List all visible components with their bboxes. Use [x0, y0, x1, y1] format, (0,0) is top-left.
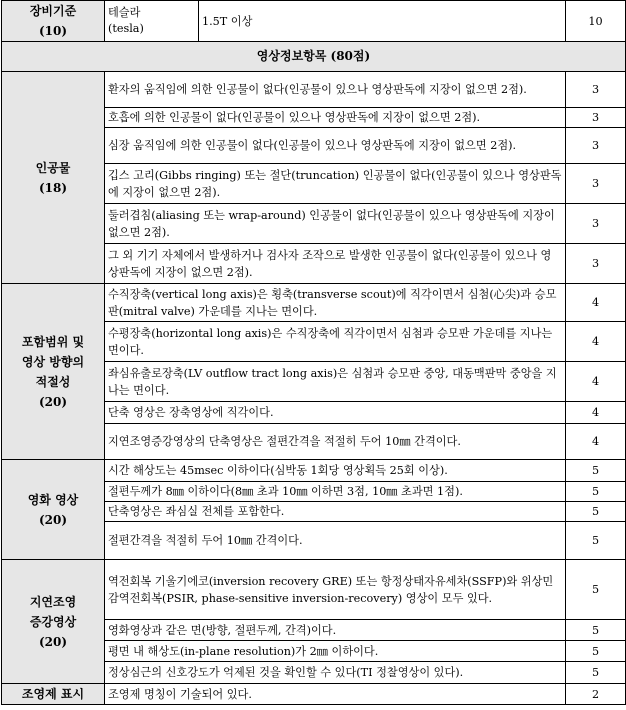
criterion-text: 시간 해상도는 45msec 이하이다(심박동 1회당 영상획득 25회 이상). [105, 460, 566, 482]
group-label-artifact: 인공물 (18) [2, 72, 105, 284]
criterion-text: 정상심근의 신호강도가 억제된 것을 확인할 수 있다(TI 정찰영상이 있다). [105, 662, 566, 684]
criterion-score: 4 [566, 424, 626, 460]
section-header-row [2, 42, 626, 72]
criterion-score: 5 [566, 460, 626, 482]
criterion-text: 그 외 기기 자체에서 발생하거나 검사자 조작으로 발생한 인공물이 없다(인공물이 있으나 영상판독에 지장이 없으면 2점). [105, 244, 566, 284]
table-row [2, 72, 626, 108]
criterion-text: 단축 영상은 장축영상에 직각이다. [105, 402, 566, 424]
criterion-text: 수평장축(horizontal long axis)은 수직장축에 직각이면서 심첨과 승모판 가운데를 지나는 면이다. [105, 322, 566, 362]
criterion-text: 역전회복 기울기에코(inversion recovery GRE) 또는 항정상태자유세차(SSFP)와 위상민감역전회복(PSIR, phase-sensitive inversion-recovery) 영상이 모두 있다. [105, 560, 566, 620]
criterion-score: 3 [566, 108, 626, 128]
criterion-score: 4 [566, 362, 626, 402]
section-title: 영상정보항목 (80점) [2, 42, 626, 72]
evaluation-table [1, 0, 626, 705]
criterion-score: 2 [566, 684, 626, 705]
group-label-contrast: 조영제 표시 [2, 684, 105, 705]
criterion-score: 3 [566, 128, 626, 164]
group-label-cine: 영화 영상 (20) [2, 460, 105, 560]
table-row [2, 284, 626, 322]
criterion-text: 영화영상과 같은 면(방향, 절편두께, 간격)이다. [105, 620, 566, 641]
criterion-score: 3 [566, 244, 626, 284]
criterion-text: 호흡에 의한 인공물이 없다(인공물이 있으나 영상판독에 지장이 없으면 2점). [105, 108, 566, 128]
equipment-row [2, 1, 626, 42]
table-row [2, 460, 626, 482]
criterion-score: 5 [566, 641, 626, 662]
criterion-text: 단축영상은 좌심실 전체를 포함한다. [105, 502, 566, 522]
criterion-score: 3 [566, 204, 626, 244]
group-label-coverage: 포함범위 및 영상 방향의 적절성 (20) [2, 284, 105, 460]
criterion-text: 절편간격을 적절히 두어 10㎜ 간격이다. [105, 522, 566, 560]
table-row [2, 560, 626, 620]
criterion-text: 환자의 움직임에 의한 인공물이 없다(인공물이 있으나 영상판독에 지장이 없으면 2점). [105, 72, 566, 108]
criterion-score: 5 [566, 662, 626, 684]
criterion-score: 5 [566, 502, 626, 522]
criterion-text: 조영제 명칭이 기술되어 있다. [105, 684, 566, 705]
equipment-score: 10 [566, 1, 626, 42]
criterion-score: 3 [566, 164, 626, 204]
criterion-text: 지연조영증강영상의 단축영상은 절편간격을 적절히 두어 10㎜ 간격이다. [105, 424, 566, 460]
criterion-text: 심장 움직임에 의한 인공물이 없다(인공물이 있으나 영상판독에 지장이 없으면 2점). [105, 128, 566, 164]
criterion-text: 깁스 고리(Gibbs ringing) 또는 절단(truncation) 인공물이 없다(인공물이 있으나 영상판독에 지장이 없으면 2점). [105, 164, 566, 204]
equipment-category: 장비기준 (10) [2, 1, 105, 42]
criterion-text: 좌심유출로장축(LV outflow tract long axis)은 심첨과 승모판 중앙, 대동맥판막 중앙을 지나는 면이다. [105, 362, 566, 402]
table-row [2, 684, 626, 705]
criterion-score: 4 [566, 322, 626, 362]
criterion-score: 4 [566, 284, 626, 322]
criterion-score: 5 [566, 522, 626, 560]
criterion-score: 5 [566, 482, 626, 502]
equipment-item: 테슬라 (tesla) [105, 1, 199, 42]
equipment-criterion: 1.5T 이상 [199, 1, 566, 42]
criterion-text: 둘러겹침(aliasing 또는 wrap-around) 인공물이 없다(인공물이 있으나 영상판독에 지장이 없으면 2점). [105, 204, 566, 244]
criterion-text: 절편두께가 8㎜ 이하이다(8㎜ 초과 10㎜ 이하면 3점, 10㎜ 초과면 1점). [105, 482, 566, 502]
criterion-score: 4 [566, 402, 626, 424]
criterion-score: 3 [566, 72, 626, 108]
group-label-late-enhancement: 지연조영 증강영상 (20) [2, 560, 105, 684]
criterion-text: 평면 내 해상도(in-plane resolution)가 2㎜ 이하이다. [105, 641, 566, 662]
criterion-text: 수직장축(vertical long axis)은 횡축(transverse scout)에 직각이면서 심첨(心尖)과 승모판(mitral valve) 가운데를 지나는 면이다. [105, 284, 566, 322]
criterion-score: 5 [566, 560, 626, 620]
criterion-score: 5 [566, 620, 626, 641]
